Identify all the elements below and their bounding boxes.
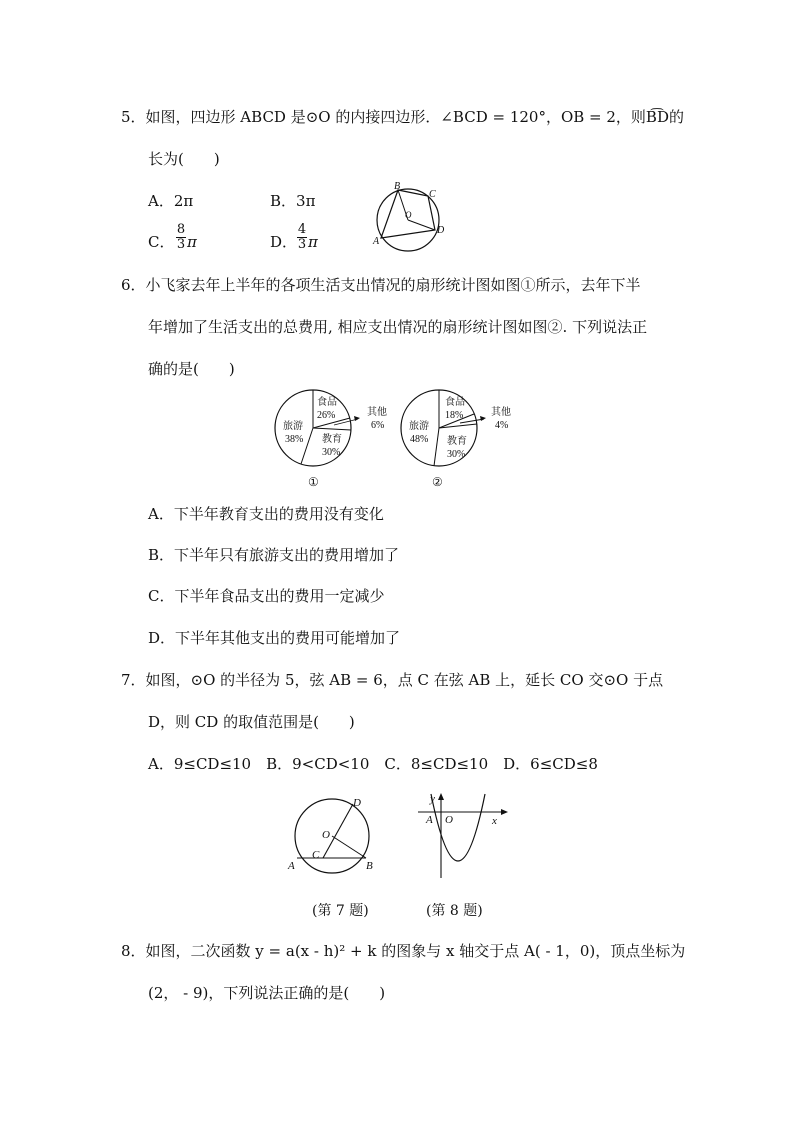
- q7-figure-caption: (第 7 题): [312, 903, 369, 919]
- q5-option-c-fraction: [176, 223, 186, 252]
- q5-option-d: [270, 233, 297, 251]
- q5-option-c: [148, 233, 174, 251]
- q6-pie2-travel-name: 旅游: [409, 421, 429, 432]
- q6-pie1-other-name: 其他: [367, 407, 387, 418]
- q6-pie-chart-1: [272, 386, 404, 490]
- q6-stem-line3: 确的是( ): [148, 360, 235, 378]
- q6-pie2-edu-name: 教育: [447, 436, 467, 447]
- q6-pie2-edu-pct: 30%: [447, 449, 466, 460]
- q5-option-c-numerator: 8: [176, 222, 186, 237]
- q6-pie2-other-pct: 4%: [495, 420, 509, 431]
- q7-label-a: A: [288, 860, 295, 872]
- q5-label-a: A: [373, 236, 380, 247]
- q8-stem-line2: (2， - 9)，下列说法正确的是( ): [148, 984, 386, 1002]
- q5-option-d-denominator: 3: [297, 237, 307, 252]
- q7-label-o: O: [322, 829, 330, 841]
- q6-pie1-other-pct: 6%: [371, 420, 385, 431]
- q8-label-a: A: [426, 814, 433, 826]
- q8-stem-line1: 8．如图，二次函数 y = a(x - h)² + k 的图象与 x 轴交于点 A( - 1，0)，顶点坐标为: [121, 942, 686, 960]
- q5-label-o: O: [405, 210, 412, 220]
- q5-option-a: A．2π: [148, 192, 194, 210]
- q5-label-d: D: [437, 225, 445, 236]
- q5-option-d-numerator: 4: [297, 222, 307, 237]
- q7-options: A．9≤CD≤10 B．9<CD<10 C．8≤CD≤10 D．6≤CD≤8: [148, 755, 598, 773]
- q6-pie2-leader-line: [460, 419, 484, 423]
- q6-pie1-caption: ①: [308, 475, 319, 489]
- q6-stem-line1: 6．小飞家去年上半年的各项生活支出情况的扇形统计图如图①所示，去年下半: [121, 276, 641, 294]
- q7-label-d: D: [353, 797, 361, 809]
- q7-circle-figure: [284, 792, 380, 878]
- q6-pie2-food-name: 食品: [445, 397, 465, 408]
- q6-option-c: C．下半年食品支出的费用一定减少: [148, 587, 385, 605]
- q8-label-y: y: [430, 793, 435, 805]
- q6-pie1-edu-name: 教育: [322, 434, 342, 445]
- q6-pie1-arrow-icon: [354, 416, 360, 421]
- q6-pie-chart-2: [396, 386, 528, 490]
- q5-stem-line1: 5．如图，四边形 ABCD 是⊙O 的内接四边形．∠BCD = 120°，OB = 2，则B͡D的: [121, 108, 684, 126]
- q8-figure-caption: (第 8 题): [426, 903, 483, 919]
- q6-pie1-food-pct: 26%: [317, 410, 336, 421]
- q6-pie1-edu-pct: 30%: [322, 447, 341, 458]
- q6-option-d: D．下半年其他支出的费用可能增加了: [148, 629, 401, 647]
- q5-option-c-pi: π: [187, 233, 197, 251]
- q5-option-d-label: D．: [270, 233, 298, 251]
- q5-segment-od: [408, 220, 435, 230]
- q6-pie2-arrow-icon: [480, 416, 486, 421]
- q7-stem-line2: D，则 CD 的取值范围是( ): [148, 713, 355, 731]
- q6-pie1-divider: [313, 428, 351, 430]
- q8-y-axis-arrow-icon: [438, 793, 444, 800]
- q6-pie1-food-name: 食品: [317, 397, 337, 408]
- q8-parabola-curve: [431, 794, 485, 861]
- q5-option-c-label: C．: [148, 233, 175, 251]
- q7-label-c: C: [312, 849, 320, 861]
- q5-option-d-pi: π: [308, 233, 318, 251]
- q6-option-a: A．下半年教育支出的费用没有变化: [148, 505, 384, 523]
- q5-option-b: B．3π: [270, 192, 316, 210]
- q5-option-d-fraction: [297, 223, 307, 252]
- q8-label-x: x: [492, 815, 497, 827]
- q8-x-axis-arrow-icon: [501, 809, 508, 815]
- q6-stem-line2: 年增加了生活支出的总费用, 相应支出情况的扇形统计图如图②. 下列说法正: [148, 318, 648, 336]
- q6-pie1-leader-line: [334, 419, 358, 425]
- q7-label-b: B: [366, 860, 373, 872]
- q5-label-c: C: [429, 189, 436, 200]
- q7-stem-line1: 7．如图，⊙O 的半径为 5，弦 AB = 6，点 C 在弦 AB 上，延长 CO 交⊙O 于点: [121, 671, 664, 689]
- q6-pie2-food-pct: 18%: [445, 410, 464, 421]
- q5-stem-line2: 长为( ): [148, 150, 220, 168]
- q6-pie2-caption: ②: [432, 475, 443, 489]
- q5-circle-figure: [368, 180, 452, 260]
- q5-option-c-denominator: 3: [176, 237, 186, 252]
- q5-label-b: B: [394, 181, 401, 192]
- q6-pie2-other-name: 其他: [491, 407, 511, 418]
- q6-pie1-travel-pct: 38%: [285, 434, 304, 445]
- q8-label-o: O: [445, 814, 453, 826]
- q6-pie1-travel-name: 旅游: [283, 421, 303, 432]
- q7-segment-ob: [332, 836, 366, 858]
- q8-parabola-figure: [414, 790, 514, 880]
- q6-pie2-travel-pct: 48%: [410, 434, 429, 445]
- q6-pie2-divider: [434, 428, 439, 466]
- q6-option-b: B．下半年只有旅游支出的费用增加了: [148, 546, 400, 564]
